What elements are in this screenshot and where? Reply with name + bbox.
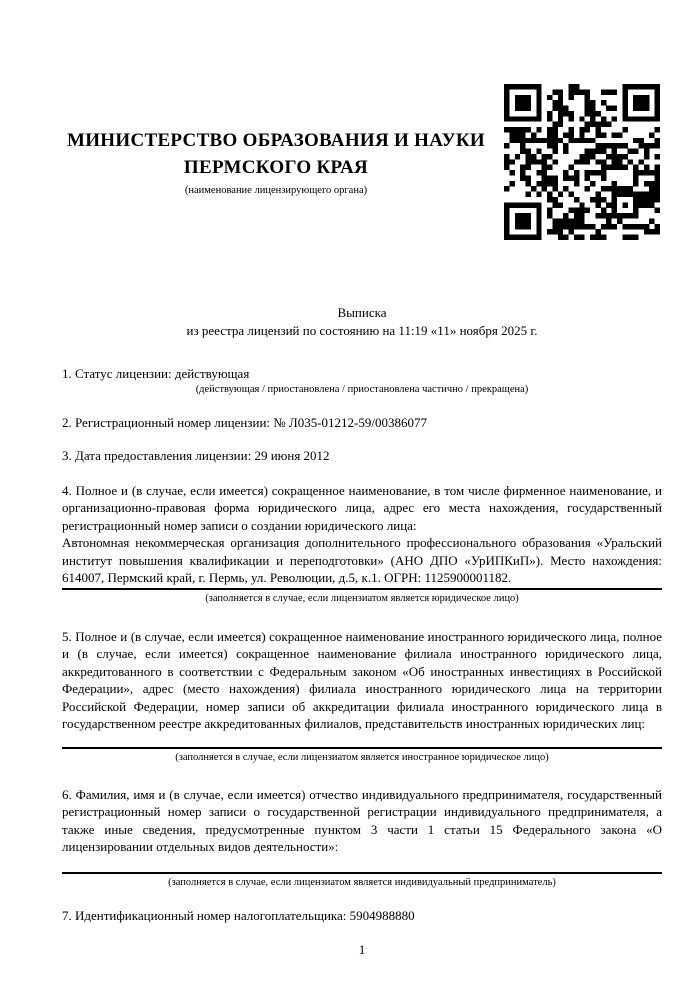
foreign-entity-blank-field [62,747,662,749]
field-registration-number: 2. Регистрационный номер лицензии: № Л035-01212-59/00386077 [62,414,428,430]
page-number: 1 [358,942,366,957]
field-legal-entity-value: Автономная некоммерческая организация дополнительного профессионального образования «Уральский институт повышения квалификации и переподготовки» (АНО ДПО «УрИПКиП»). Место нахождения: 614007, Пермский край, г. Пермь, ул. Революции, д.5, к.1. ОГРН: 1125900001182. [62,535,662,585]
document-title [62,304,662,339]
entrepreneur-blank-field [62,872,662,874]
field-entrepreneur-label: 6. Фамилия, имя и (в случае, если имеется) отчество индивидуального предпринимателя, государственный регистрационный номер записи о государственной регистрации индивидуального предпринимателя, а также иные сведения, предусмотренные пунктом 3 части 1 статьи 15 Федерального закона «О лицензировании отдельных видов деятельности»: [62,786,662,854]
qr-code-icon [504,84,660,240]
title-line2: из реестра лицензий по состоянию на 11:19 «11» ноября 2025 г. [186,322,538,338]
document-body [62,304,662,959]
authority-name-line1: МИНИСТЕРСТВО ОБРАЗОВАНИЯ И НАУКИ [66,129,486,151]
field-grant-date: 3. Дата предоставления лицензии: 29 июня 2012 [62,448,330,463]
foreign-entity-caption: (заполняется в случае, если лицензиатом является иностранное юридическое лицо) [175,751,549,763]
field-taxpayer-number: 7. Идентификационный номер налогоплательщика: 5904988880 [62,907,415,923]
authority-name-caption: (наименование лицензирующего органа) [184,184,368,196]
field-license-status: 1. Статус лицензии: действующая [62,366,250,381]
document-header [62,84,660,240]
legal-entity-underline [62,588,662,590]
field-license-status-caption: (действующая / приостановлена / приостановлена частично / прекращена) [195,383,529,395]
licensing-authority-block [62,127,504,198]
entrepreneur-caption: (заполняется в случае, если лицензиатом является индивидуальный предприниматель) [168,876,556,888]
field-foreign-entity-label: 5. Полное и (в случае, если имеется) сокращенное наименование иностранного юридического лица, полное и (в случае, если имеется) сокращенное наименование филиала иностранного юридического лица, аккредитованного в соответствии с Федеральным законом «Об иностранных инвестициях в Российской Федерации», адрес (место нахождения) филиала иностранного юридического лица на территории Российской Федерации, номер записи об аккредитации филиала иностранного юридического лица в государственном реестре аккредитованных филиалов, представительств иностранных юридических лиц: [62,628,662,731]
field-legal-entity-label: 4. Полное и (в случае, если имеется) сокращенное наименование, в том числе фирменное наименование, и организационно-правовая форма юридического лица, адрес его места нахождения, государственный регистрационный номер записи о создании юридического лица: [62,482,662,533]
authority-name-line2: ПЕРМСКОГО КРАЯ [183,156,369,178]
legal-entity-caption: (заполняется в случае, если лицензиатом является юридическое лицо) [205,592,519,604]
title-line1: Выписка [337,305,387,320]
